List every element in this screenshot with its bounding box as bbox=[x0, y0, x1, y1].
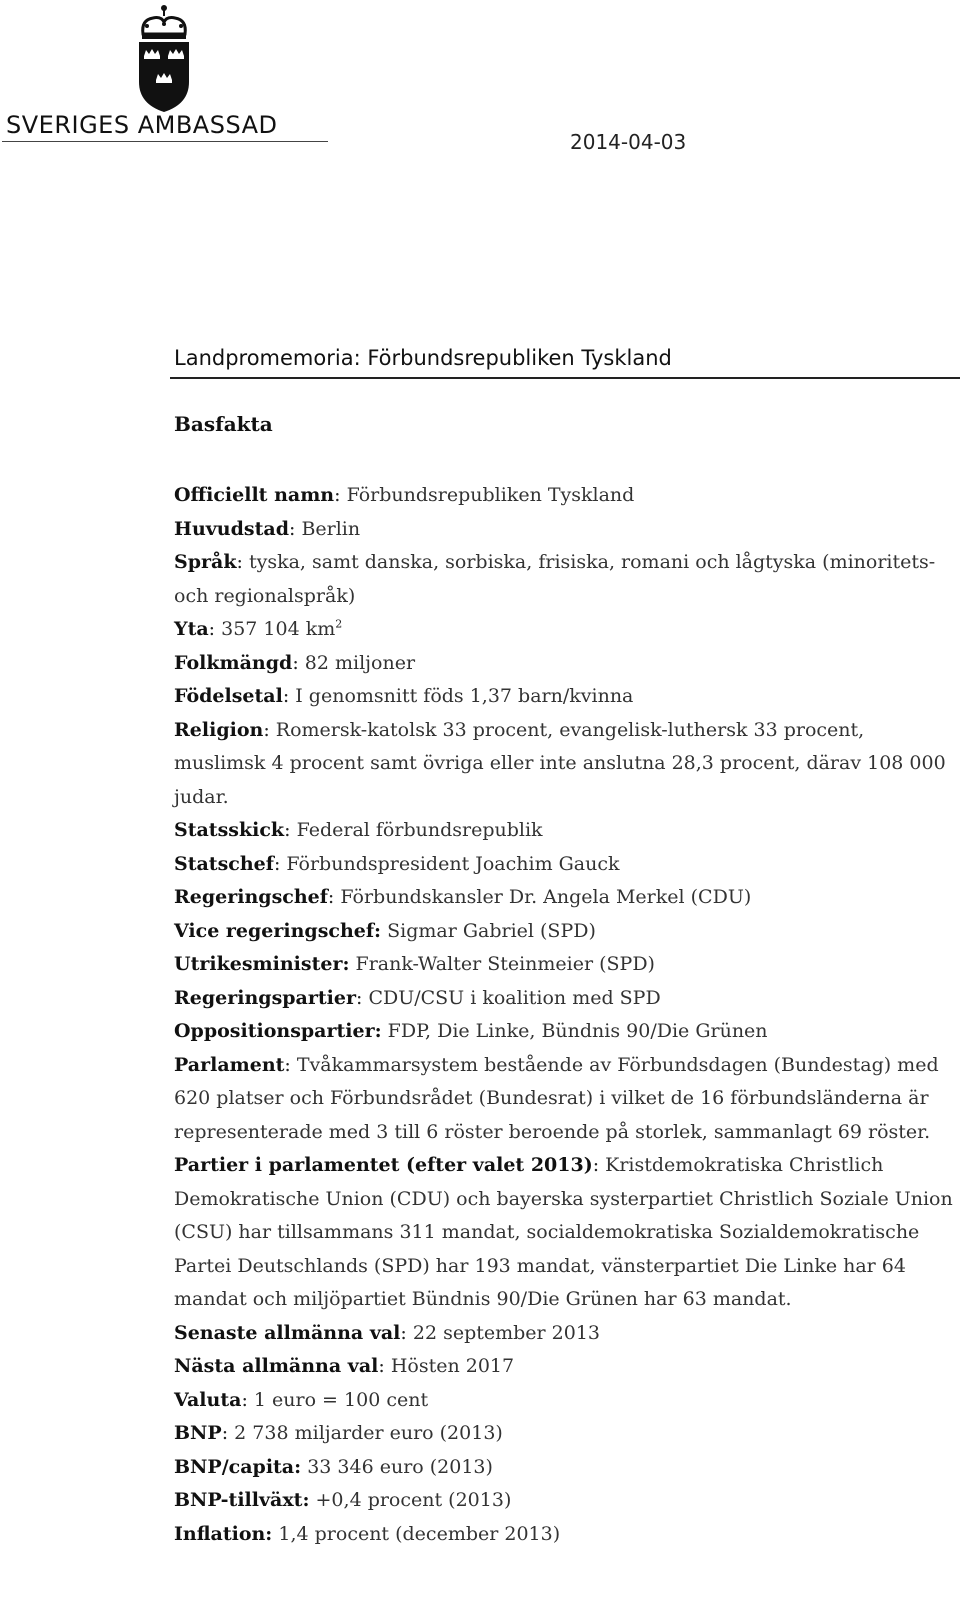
fact-item bbox=[174, 1015, 954, 1049]
fact-label: Födelsetal bbox=[174, 685, 283, 707]
fact-label: Statschef bbox=[174, 852, 274, 875]
fact-separator: : bbox=[355, 986, 369, 1009]
fact-separator: : bbox=[282, 685, 296, 707]
fact-label: BNP-tillväxt: bbox=[174, 1489, 310, 1511]
fact-label: BNP/capita: bbox=[174, 1455, 302, 1478]
fact-item bbox=[174, 1149, 954, 1317]
fact-separator: : bbox=[327, 886, 341, 908]
facts-list bbox=[174, 479, 954, 1551]
fact-separator: : bbox=[378, 1355, 391, 1377]
fact-value: 33 346 euro (2013) bbox=[307, 1455, 493, 1478]
page-title: Landpromemoria: Förbundsrepubliken Tyskland bbox=[174, 346, 672, 370]
fact-superscript: 2 bbox=[335, 617, 343, 631]
fact-item bbox=[174, 513, 954, 547]
fact-item bbox=[174, 915, 954, 949]
fact-separator: : bbox=[263, 718, 276, 741]
fact-value: 82 miljoner bbox=[304, 651, 416, 674]
fact-value: tyska, samt danska, sorbiska, frisiska, romani och lågtyska (minoritets- och regionalspråk) bbox=[174, 551, 936, 607]
fact-item bbox=[174, 881, 954, 915]
fact-item bbox=[174, 714, 954, 815]
fact-label: Oppositionspartier: bbox=[174, 1020, 382, 1042]
fact-value: 1,4 procent (december 2013) bbox=[278, 1522, 561, 1545]
fact-value: FDP, Die Linke, Bündnis 90/Die Grünen bbox=[387, 1020, 768, 1042]
fact-value: Sigmar Gabriel (SPD) bbox=[387, 919, 596, 942]
fact-item bbox=[174, 479, 954, 513]
fact-label: Officiellt namn bbox=[174, 484, 335, 506]
fact-separator: : bbox=[236, 551, 249, 573]
fact-value: Romersk-katolsk 33 procent, evangelisk-luthersk 33 procent, muslimsk 4 procent samt övriga eller inte anslutna 28,3 procent, därav 108 000 judar. bbox=[174, 718, 946, 808]
fact-item bbox=[174, 982, 954, 1016]
fact-item bbox=[174, 613, 954, 647]
fact-value: Hösten 2017 bbox=[390, 1355, 515, 1377]
fact-item bbox=[174, 546, 954, 613]
embassy-logo bbox=[0, 0, 330, 150]
crown-shield-icon bbox=[133, 4, 195, 114]
fact-separator: : bbox=[241, 1388, 254, 1411]
fact-value: Berlin bbox=[301, 517, 361, 540]
fact-label: Religion bbox=[174, 718, 264, 741]
fact-label: Vice regeringschef: bbox=[174, 919, 382, 942]
fact-item bbox=[174, 1384, 954, 1418]
fact-label: Regeringschef bbox=[174, 886, 328, 908]
section-heading: Basfakta bbox=[174, 412, 273, 436]
fact-separator: : bbox=[292, 651, 305, 674]
title-divider bbox=[170, 377, 960, 379]
fact-separator: : bbox=[208, 618, 222, 640]
fact-value: 357 104 km bbox=[221, 618, 336, 640]
fact-value: Förbundsrepubliken Tyskland bbox=[346, 484, 635, 506]
fact-label: Parlament bbox=[174, 1053, 285, 1076]
fact-value: 1 euro = 100 cent bbox=[253, 1388, 429, 1411]
fact-value: Förbundskansler Dr. Angela Merkel (CDU) bbox=[340, 886, 752, 908]
fact-item bbox=[174, 814, 954, 848]
fact-label: Statsskick bbox=[174, 819, 285, 841]
fact-separator: : bbox=[400, 1321, 413, 1344]
fact-value: +0,4 procent (2013) bbox=[315, 1489, 512, 1511]
fact-separator: : bbox=[221, 1422, 235, 1444]
fact-separator: : bbox=[288, 517, 302, 540]
fact-value: Frank-Walter Steinmeier (SPD) bbox=[355, 953, 655, 975]
fact-item bbox=[174, 1049, 954, 1150]
fact-separator: : bbox=[334, 484, 347, 506]
fact-item bbox=[174, 948, 954, 982]
fact-value: Förbundspresident Joachim Gauck bbox=[286, 852, 620, 875]
fact-label: BNP bbox=[174, 1422, 222, 1444]
fact-label: Partier i parlamentet (efter valet 2013) bbox=[174, 1154, 593, 1176]
fact-label: Inflation: bbox=[174, 1522, 273, 1545]
fact-item bbox=[174, 1317, 954, 1351]
fact-label: Språk bbox=[174, 551, 237, 573]
fact-label: Regeringspartier bbox=[174, 986, 356, 1009]
fact-item bbox=[174, 1417, 954, 1451]
fact-label: Utrikesminister: bbox=[174, 953, 350, 975]
fact-value: Tvåkammarsystem bestående av Förbundsdagen (Bundestag) med 620 platser och Förbundsrådet (Bundesrat) i vilket de 16 förbundsländerna är representerade med 3 till 6 röster beroende på storlek, sammanlagt 69 röster. bbox=[174, 1053, 939, 1143]
fact-value: I genomsnitt föds 1,37 barn/kvinna bbox=[295, 685, 634, 707]
fact-item bbox=[174, 1518, 954, 1552]
logo-wordmark: SVERIGES AMBASSAD bbox=[6, 111, 278, 139]
fact-separator: : bbox=[273, 852, 287, 875]
fact-label: Valuta bbox=[174, 1388, 242, 1411]
fact-value: 2 738 miljarder euro (2013) bbox=[234, 1422, 503, 1444]
fact-label: Nästa allmänna val bbox=[174, 1355, 379, 1377]
fact-item bbox=[174, 647, 954, 681]
fact-label: Huvudstad bbox=[174, 517, 289, 540]
fact-separator: : bbox=[284, 1053, 297, 1076]
fact-value: CDU/CSU i koalition med SPD bbox=[368, 986, 661, 1009]
fact-item bbox=[174, 1350, 954, 1384]
document-date: 2014-04-03 bbox=[570, 130, 687, 154]
fact-value: 22 september 2013 bbox=[412, 1321, 601, 1344]
fact-value: Federal förbundsrepublik bbox=[296, 819, 543, 841]
fact-value: Kristdemokratiska Christlich Demokratische Union (CDU) och bayerska systerpartiet Christlich Soziale Union (CSU) har tillsammans 311 mandat, socialdemokratiska Sozialdemokratische Partei Deutschlands (SPD) har 193 mandat, vänsterpartiet Die Linke har 64 mandat och miljöpartiet Bündnis 90/Die Grünen har 63 mandat. bbox=[174, 1154, 953, 1310]
fact-item bbox=[174, 1451, 954, 1485]
fact-item bbox=[174, 848, 954, 882]
fact-separator: : bbox=[592, 1154, 606, 1176]
fact-item bbox=[174, 1484, 954, 1518]
fact-label: Senaste allmänna val bbox=[174, 1321, 401, 1344]
fact-label: Yta bbox=[174, 618, 209, 640]
fact-label: Folkmängd bbox=[174, 651, 293, 674]
fact-separator: : bbox=[284, 819, 297, 841]
logo-divider bbox=[2, 141, 328, 142]
fact-item bbox=[174, 680, 954, 714]
